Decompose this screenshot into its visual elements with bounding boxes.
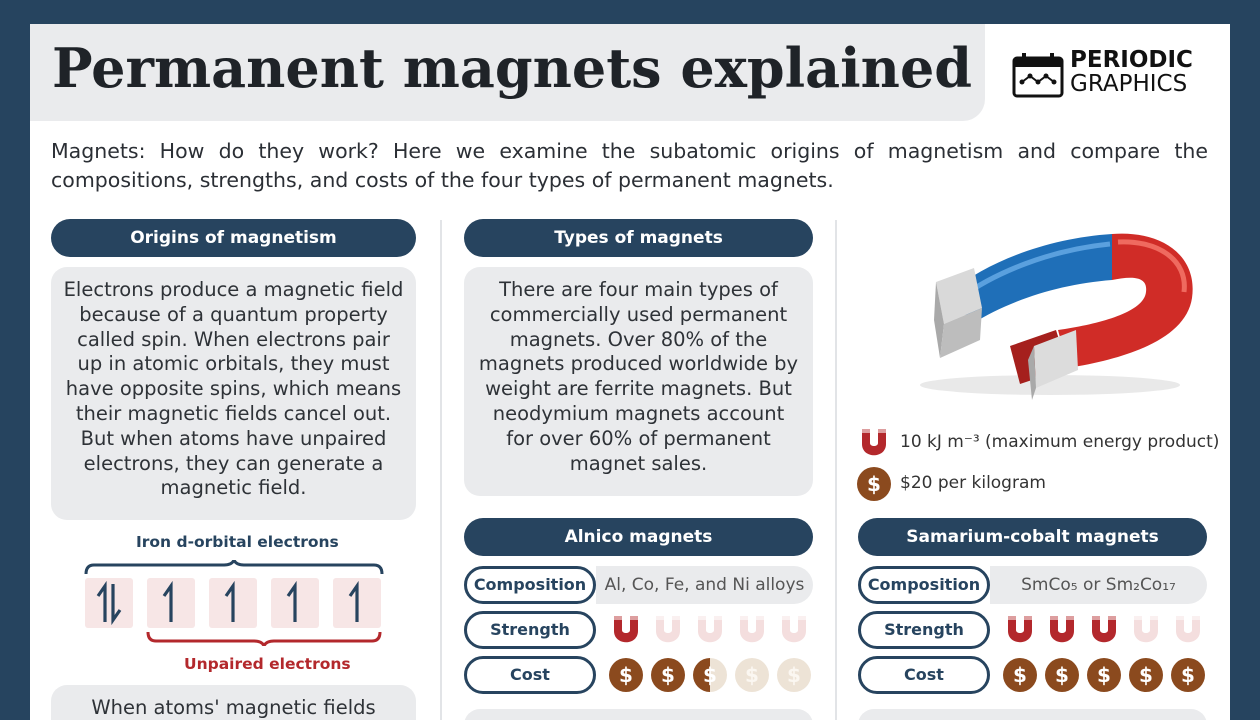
dollar-coin-icon: $ [1171,658,1205,692]
origins-heading: Origins of magnetism [51,219,416,257]
diagram-bottom-brace [146,630,382,646]
diagram-caption: Unpaired electrons [184,655,351,673]
magnet-icon [1005,614,1035,650]
spin-up-arrow-icon [209,578,257,628]
magnet-icon [1047,614,1077,650]
magnet-icon [653,614,683,650]
dollar-coin-icon: $ [735,658,769,692]
smco-composition-label: Composition [858,566,990,604]
spin-up-arrow-icon [147,578,195,628]
diagram-title: Iron d-orbital electrons [136,533,339,551]
column-divider [440,220,442,720]
alnico-heading: Alnico magnets [464,518,813,556]
alnico-cost-label: Cost [464,656,596,694]
logo-line-1: PERIODIC [1070,47,1193,73]
origins-next-text: When atoms' magnetic fields [51,685,416,720]
horseshoe-magnet-illustration [900,220,1200,400]
magnet-icon [737,614,767,650]
orbital-box-unpaired [333,578,381,628]
orbital-box-unpaired [147,578,195,628]
dollar-coin-icon: $ [693,658,727,692]
magnet-icon [611,614,641,650]
diagram-top-brace [84,560,384,576]
smco-composition-value: SmCo₅ or Sm₂Co₁₇ [990,566,1207,604]
alnico-composition-label: Composition [464,566,596,604]
magnet-icon [1173,614,1203,650]
magnet-icon [1131,614,1161,650]
dollar-coin-icon: $ [651,658,685,692]
magnet-icon [859,427,889,459]
orbital-box-paired [85,578,133,628]
logo-line-2: GRAPHICS [1070,71,1188,97]
publisher-logo [1012,47,1212,100]
dollar-coin-icon: $ [1129,658,1163,692]
magnet-icon [1089,614,1119,650]
dollar-coin-icon: $ [1087,658,1121,692]
beaker-calendar-icon [1012,52,1064,98]
smco-heading: Samarium-cobalt magnets [858,518,1207,556]
orbital-box-unpaired [271,578,319,628]
dollar-coin-icon: $ [777,658,811,692]
legend-strength-text: 10 kJ m⁻³ (maximum energy product) [900,432,1220,452]
alnico-strength-label: Strength [464,611,596,649]
next-magnet-card [858,709,1207,720]
smco-cost-label: Cost [858,656,990,694]
dollar-coin-icon: $ [857,467,891,501]
column-divider [835,220,837,720]
orbital-box-unpaired [209,578,257,628]
dollar-coin-icon: $ [1045,658,1079,692]
intro-paragraph: Magnets: How do they work? Here we examine the subatomic origins of magnetism and compare the compositions, strengths, and costs of the four types of permanent magnets. [51,139,1208,192]
smco-strength-label: Strength [858,611,990,649]
infographic-page [30,24,1230,720]
alnico-composition-value: Al, Co, Fe, and Ni alloys [596,566,813,604]
spin-up-arrow-icon [271,578,319,628]
title-banner [30,24,985,121]
dollar-coin-icon: $ [609,658,643,692]
types-heading: Types of magnets [464,219,813,257]
origins-text: Electrons produce a magnetic field because of a quantum property called spin. When electrons pair up in atomic orbitals, they must have opposite spins, which means their magnetic fields cancel out. But when atoms have unpaired electrons, they can generate a magnetic field. [51,267,416,520]
paired-spin-arrows-icon [85,578,133,628]
magnet-icon [779,614,809,650]
dollar-coin-icon: $ [1003,658,1037,692]
magnet-icon [695,614,725,650]
page-title: Permanent magnets explained [52,36,973,100]
spin-up-arrow-icon [333,578,381,628]
legend-cost-text: $20 per kilogram [900,473,1046,493]
next-magnet-card [464,709,813,720]
types-text: There are four main types of commercially used permanent magnets. Over 80% of the magnets produced worldwide by weight are ferrite magnets. But neodymium magnets account for over 60% of permanent magnet sales. [464,267,813,496]
